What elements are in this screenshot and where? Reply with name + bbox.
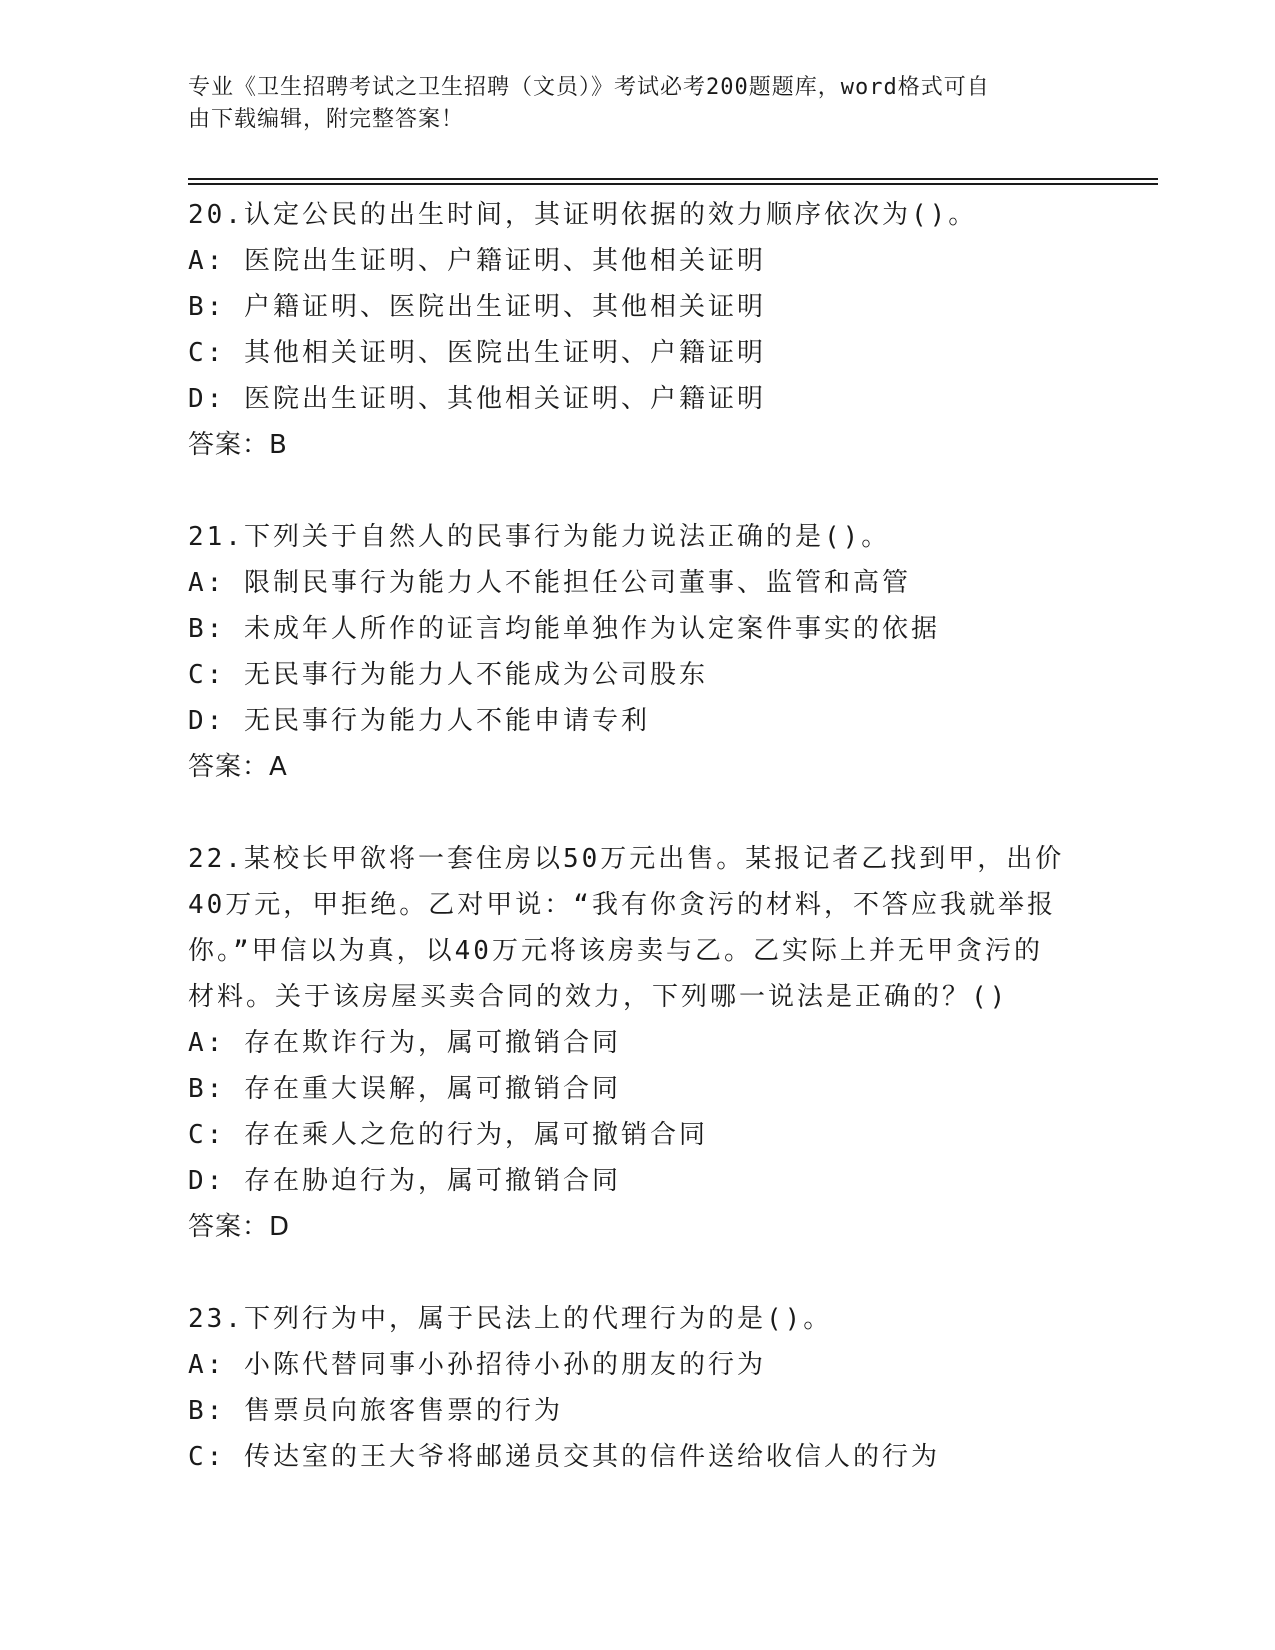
answer-label: 答案：D — [188, 1212, 291, 1242]
option-c: C: 传达室的王大爷将邮递员交其的信件送给收信人的行为 — [188, 1442, 940, 1472]
option-a: A: 存在欺诈行为，属可撤销合同 — [188, 1028, 621, 1058]
question-20 — [188, 192, 1088, 468]
question-stem: 23.下列行为中，属于民法上的代理行为的是()。 — [188, 1304, 833, 1334]
question-stem-line-3: 你。”甲信以为真，以40万元将该房卖与乙。乙实际上并无甲贪污的 — [188, 936, 1043, 966]
question-list — [188, 192, 1088, 1480]
option-c: C: 存在乘人之危的行为，属可撤销合同 — [188, 1120, 708, 1150]
option-d: D: 无民事行为能力人不能申请专利 — [188, 706, 650, 736]
question-23 — [188, 1296, 1088, 1480]
question-21 — [188, 514, 1088, 790]
question-stem: 20.认定公民的出生时间，其证明依据的效力顺序依次为()。 — [188, 200, 978, 230]
answer-label: 答案：B — [188, 430, 288, 460]
question-stem-line-2: 40万元，甲拒绝。乙对甲说：“我有你贪污的材料，不答应我就举报 — [188, 890, 1056, 920]
option-a: A: 限制民事行为能力人不能担任公司董事、监管和高管 — [188, 568, 911, 598]
option-c: C: 其他相关证明、医院出生证明、户籍证明 — [188, 338, 766, 368]
option-b: B: 售票员向旅客售票的行为 — [188, 1396, 563, 1426]
question-stem-line-4: 材料。关于该房屋买卖合同的效力，下列哪一说法是正确的？() — [188, 982, 1009, 1012]
option-b: B: 户籍证明、医院出生证明、其他相关证明 — [188, 292, 766, 322]
option-d: D: 存在胁迫行为，属可撤销合同 — [188, 1166, 621, 1196]
header-line-1: 专业《卫生招聘考试之卫生招聘（文员）》考试必考200题题库，word格式可自 — [188, 75, 990, 100]
header-line-2: 由下载编辑，附完整答案！ — [188, 107, 465, 132]
header-divider-top — [188, 178, 1158, 180]
document-header — [188, 72, 1088, 136]
option-b: B: 未成年人所作的证言均能单独作为认定案件事实的依据 — [188, 614, 940, 644]
header-divider-bottom — [188, 183, 1158, 185]
question-stem-line-1: 22.某校长甲欲将一套住房以50万元出售。某报记者乙找到甲，出价 — [188, 844, 1065, 874]
option-a: A: 医院出生证明、户籍证明、其他相关证明 — [188, 246, 766, 276]
question-stem: 21.下列关于自然人的民事行为能力说法正确的是()。 — [188, 522, 891, 552]
option-c: C: 无民事行为能力人不能成为公司股东 — [188, 660, 708, 690]
question-22 — [188, 836, 1088, 1250]
option-d: D: 医院出生证明、其他相关证明、户籍证明 — [188, 384, 766, 414]
answer-label: 答案：A — [188, 752, 288, 782]
option-a: A: 小陈代替同事小孙招待小孙的朋友的行为 — [188, 1350, 766, 1380]
option-b: B: 存在重大误解，属可撤销合同 — [188, 1074, 621, 1104]
